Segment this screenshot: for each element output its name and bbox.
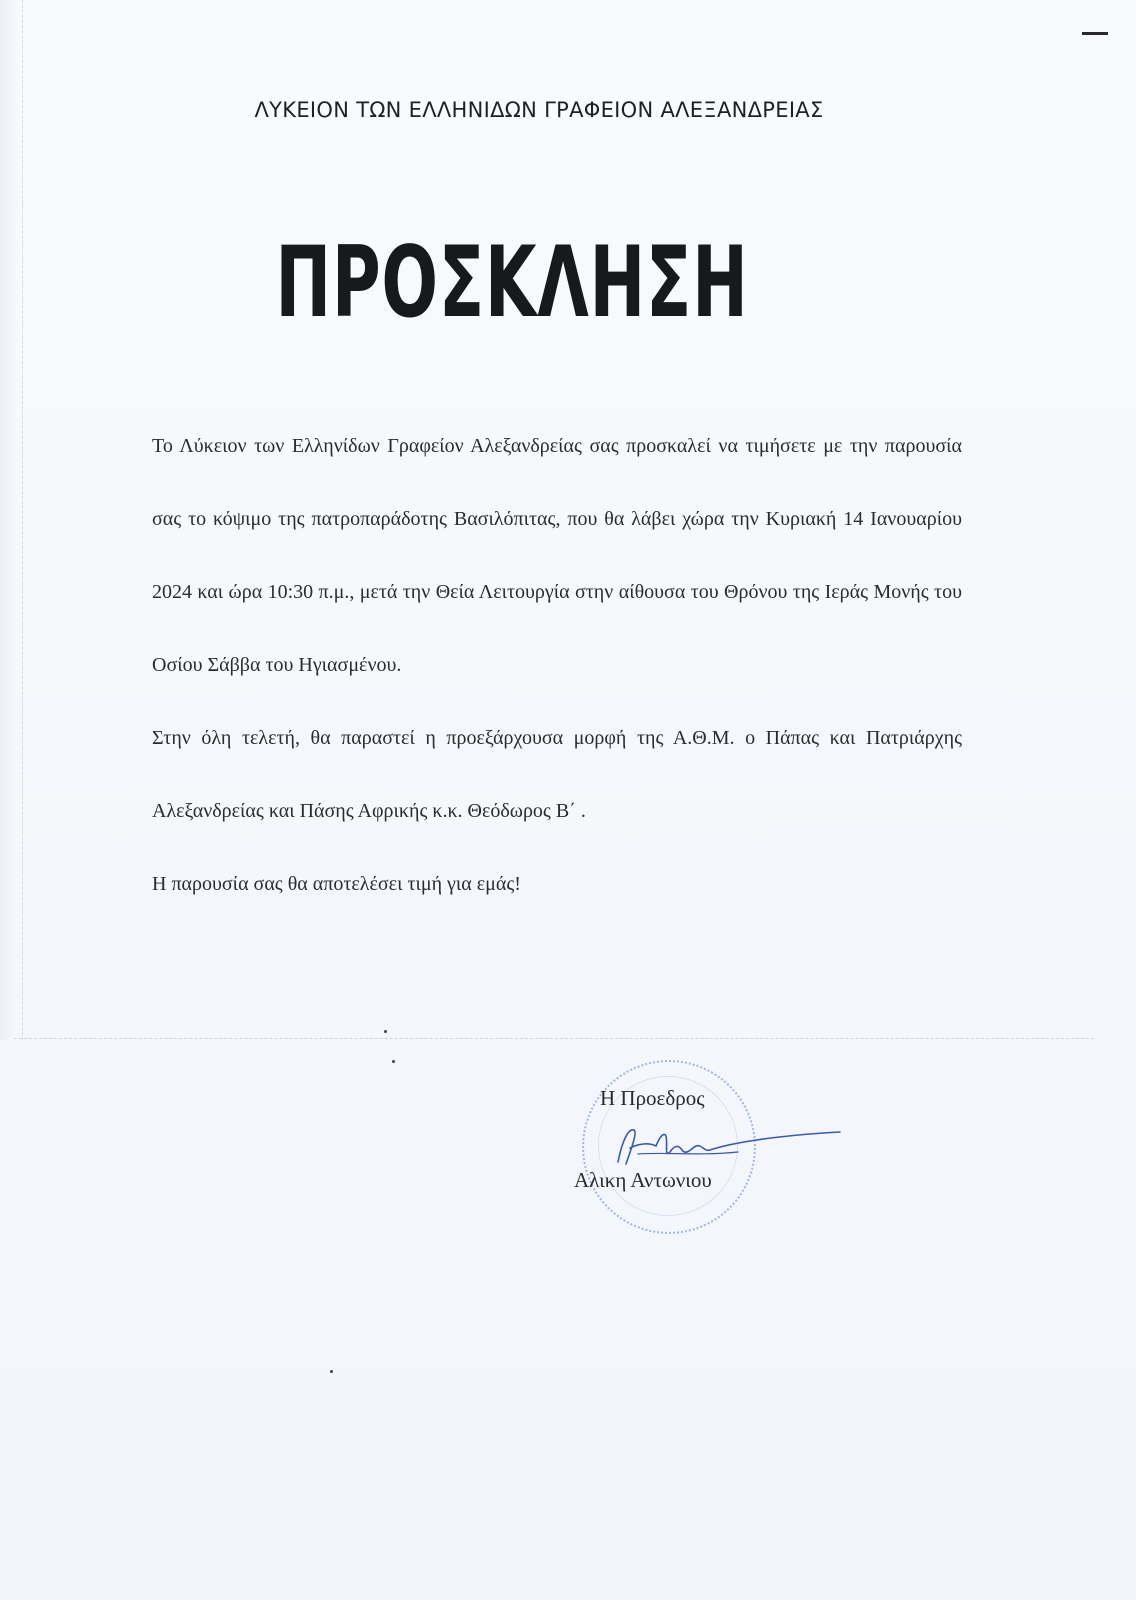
signatory-role: Η Προεδρος (600, 1086, 705, 1110)
invitation-paragraph: Το Λύκειον των Ελληνίδων Γραφείον Αλεξανδρείας σας προσκαλεί να τιμήσετε με την παρουσία σας το κόψιμο της πατροπαράδοτης Βασιλόπιτας, που θα λάβει χώρα την Κυριακή 14 Ιανουαρίου 2024 και ώρα 10:30 π.μ., μετά την Θεία Λειτουργία στην αίθουσα του Θρόνου της Ιεράς Μονής του Οσίου Σάββα του Ηγιασμένου. (152, 435, 962, 676)
patriarch-paragraph: Στην όλη τελετή, θα παραστεί η προεξάρχουσα μορφή της Α.Θ.Μ. ο Πάπας και Πατριάρχης Αλεξανδρείας και Πάσης Αφρικής κ.κ. Θεόδωρος Β΄ . (152, 727, 962, 822)
organization-header: ΛΥΚΕΙΟΝ ΤΩΝ ΕΛΛΗΝΙΔΩΝ ΓΡΑΦΕΙΟΝ ΑΛΕΞΑΝΔΡΕΙΑΣ (254, 98, 824, 122)
invitation-body (152, 410, 962, 921)
closing-paragraph: Η παρουσία σας θα αποτελέσει τιμή για εμάς! (152, 873, 521, 895)
page-fold-edge (0, 0, 23, 1040)
document-title: ΠΡΟΣΚΛΗΣΗ (275, 226, 749, 340)
speck (392, 1060, 395, 1063)
signatory-name: Αλικη Αντωνιου (574, 1168, 712, 1192)
handwritten-signature-icon (608, 1122, 848, 1172)
signature-block (560, 1050, 860, 1240)
fold-line (14, 1038, 1094, 1039)
speck (330, 1370, 333, 1373)
speck (384, 1030, 387, 1033)
corner-dash-mark (1082, 32, 1108, 35)
